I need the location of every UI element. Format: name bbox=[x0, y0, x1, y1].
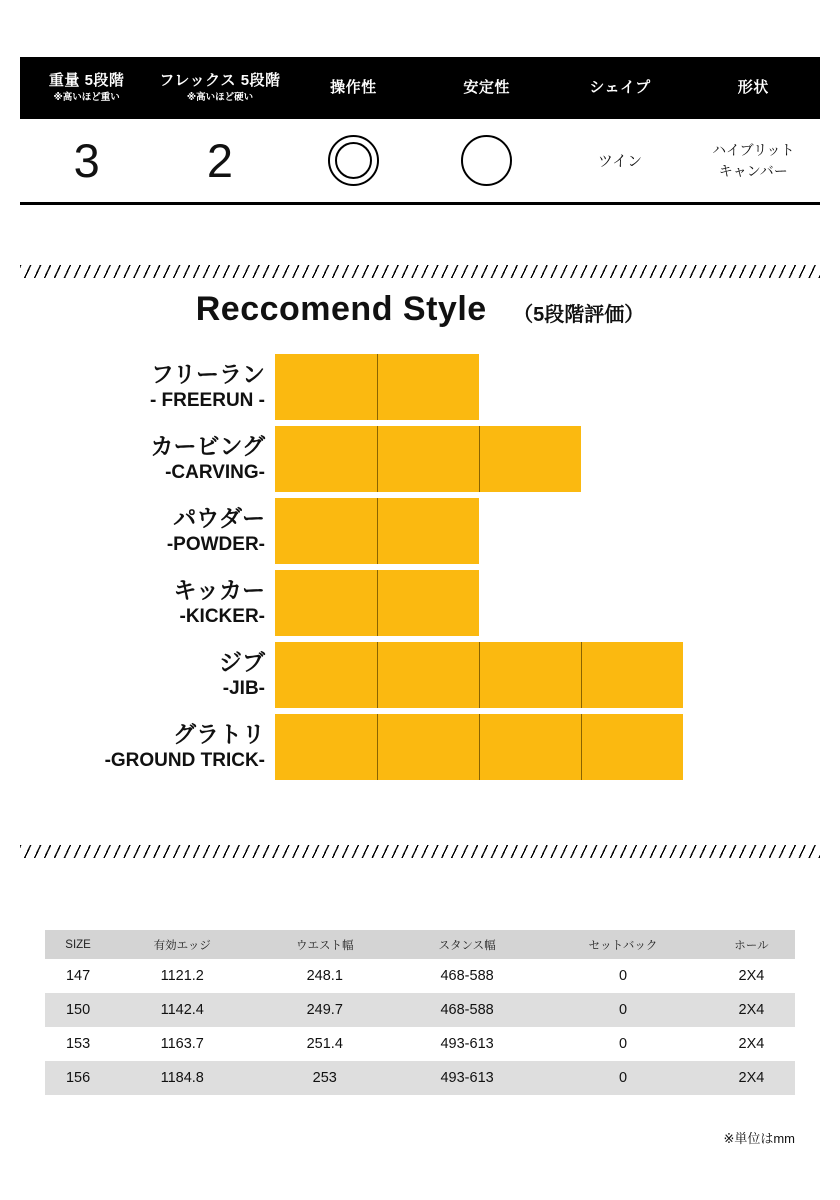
size-table-cell: 248.1 bbox=[253, 959, 396, 993]
spec-value-stability bbox=[420, 135, 553, 186]
recommend-style-bar-chart bbox=[20, 352, 820, 784]
bar-label-jp: グラトリ bbox=[173, 721, 265, 748]
bar-label-jp: カービング bbox=[150, 433, 265, 460]
size-table-cell: 468-588 bbox=[396, 993, 538, 1027]
bar-track bbox=[275, 498, 785, 564]
bar-row bbox=[20, 568, 820, 638]
size-table-cell: 150 bbox=[45, 993, 111, 1027]
size-table-cell: 0 bbox=[538, 1027, 708, 1061]
spec-value-shape: ツイン bbox=[597, 153, 643, 170]
bar-label bbox=[20, 434, 275, 483]
bar-segment-divider bbox=[479, 426, 480, 492]
bar-label-en: -CARVING- bbox=[165, 462, 265, 484]
bar-label bbox=[20, 578, 275, 627]
bar-fill bbox=[275, 642, 683, 708]
bar-label-en: -KICKER- bbox=[179, 606, 265, 628]
bar-track bbox=[275, 354, 785, 420]
bar-label bbox=[20, 650, 275, 699]
size-table-cell: 493-613 bbox=[396, 1027, 538, 1061]
size-table-header-cell: スタンス幅 bbox=[396, 930, 538, 959]
bar-segment-divider bbox=[377, 426, 378, 492]
size-table-cell: 1142.4 bbox=[111, 993, 253, 1027]
bar-segment-divider bbox=[377, 498, 378, 564]
bar-segment-divider bbox=[581, 714, 582, 780]
bar-label-en: -GROUND TRICK- bbox=[104, 750, 265, 772]
bar-segment-divider bbox=[377, 642, 378, 708]
spec-header-profile: 形状 bbox=[737, 79, 769, 97]
size-table-header-row bbox=[45, 930, 795, 959]
bar-segment-divider bbox=[377, 570, 378, 636]
size-table bbox=[45, 930, 795, 1095]
bar-track bbox=[275, 642, 785, 708]
size-table-cell: 147 bbox=[45, 959, 111, 993]
bar-label bbox=[20, 506, 275, 555]
size-table-cell: 153 bbox=[45, 1027, 111, 1061]
bar-fill bbox=[275, 426, 581, 492]
bar-label bbox=[20, 722, 275, 771]
size-table-cell: 2X4 bbox=[708, 1061, 795, 1095]
size-table-cell: 1121.2 bbox=[111, 959, 253, 993]
spec-table-header-row bbox=[20, 57, 820, 119]
hatch-divider-top bbox=[20, 265, 820, 278]
size-table-cell: 493-613 bbox=[396, 1061, 538, 1095]
table-row bbox=[45, 1061, 795, 1095]
size-table-cell: 2X4 bbox=[708, 1027, 795, 1061]
size-table-header-cell: ホール bbox=[708, 930, 795, 959]
bar-row bbox=[20, 640, 820, 710]
hatch-divider-bottom bbox=[20, 845, 820, 858]
size-table-cell: 2X4 bbox=[708, 959, 795, 993]
bar-row bbox=[20, 496, 820, 566]
recommend-style-heading bbox=[20, 290, 820, 329]
bar-fill bbox=[275, 354, 479, 420]
unit-note: ※単位はmm bbox=[723, 1131, 795, 1146]
bar-segment-divider bbox=[479, 642, 480, 708]
table-row bbox=[45, 959, 795, 993]
size-table-header-cell: ウエスト幅 bbox=[253, 930, 396, 959]
bar-label bbox=[20, 362, 275, 411]
spec-table-value-row bbox=[20, 119, 820, 205]
spec-table bbox=[20, 57, 820, 205]
spec-header-stability: 安定性 bbox=[463, 79, 510, 97]
size-table-cell: 468-588 bbox=[396, 959, 538, 993]
size-table-cell: 2X4 bbox=[708, 993, 795, 1027]
bar-label-jp: フリーラン bbox=[150, 361, 265, 388]
size-table-header-cell: セットバック bbox=[538, 930, 708, 959]
bar-track bbox=[275, 714, 785, 780]
size-table-cell: 0 bbox=[538, 1061, 708, 1095]
bar-label-en: -POWDER- bbox=[166, 534, 265, 556]
size-table-cell: 156 bbox=[45, 1061, 111, 1095]
bar-track bbox=[275, 426, 785, 492]
bar-label-jp: パウダー bbox=[173, 505, 265, 532]
page-title: Reccomend Style bbox=[195, 290, 487, 328]
spec-header-maneuverability: 操作性 bbox=[330, 79, 377, 97]
size-table-cell: 1184.8 bbox=[111, 1061, 253, 1095]
spec-value-weight: 3 bbox=[73, 134, 100, 187]
spec-header-flex: フレックス 5段階 ※高いほど硬い bbox=[159, 72, 281, 103]
size-table-cell: 0 bbox=[538, 993, 708, 1027]
size-table-header-cell: 有効エッジ bbox=[111, 930, 253, 959]
size-table-cell: 251.4 bbox=[253, 1027, 396, 1061]
page-subtitle: （5段階評価） bbox=[513, 304, 645, 326]
bar-row bbox=[20, 424, 820, 494]
bar-row bbox=[20, 712, 820, 782]
spec-value-profile: ハイブリット キャンバー bbox=[712, 141, 795, 179]
size-table-cell: 0 bbox=[538, 959, 708, 993]
table-row bbox=[45, 1027, 795, 1061]
bar-fill bbox=[275, 570, 479, 636]
bar-label-en: - FREERUN - bbox=[149, 390, 265, 412]
bar-fill bbox=[275, 498, 479, 564]
bar-segment-divider bbox=[479, 714, 480, 780]
bar-row bbox=[20, 352, 820, 422]
bar-label-en: -JIB- bbox=[222, 678, 265, 700]
bar-label-jp: ジブ bbox=[219, 649, 265, 676]
bar-label-jp: キッカー bbox=[173, 577, 265, 604]
size-table-cell: 1163.7 bbox=[111, 1027, 253, 1061]
size-table-header-cell: SIZE bbox=[45, 930, 111, 959]
size-table-cell: 249.7 bbox=[253, 993, 396, 1027]
double-circle-icon bbox=[328, 135, 379, 186]
bar-segment-divider bbox=[377, 714, 378, 780]
spec-header-weight: 重量 5段階 ※高いほど重い bbox=[48, 72, 125, 103]
size-table-cell: 253 bbox=[253, 1061, 396, 1095]
bar-segment-divider bbox=[377, 354, 378, 420]
spec-value-flex: 2 bbox=[206, 134, 234, 187]
table-row bbox=[45, 993, 795, 1027]
bar-track bbox=[275, 570, 785, 636]
bar-segment-divider bbox=[581, 642, 582, 708]
spec-value-maneuverability bbox=[287, 135, 420, 186]
single-circle-icon bbox=[461, 135, 512, 186]
bar-fill bbox=[275, 714, 683, 780]
spec-header-shape: シェイプ bbox=[589, 79, 651, 97]
